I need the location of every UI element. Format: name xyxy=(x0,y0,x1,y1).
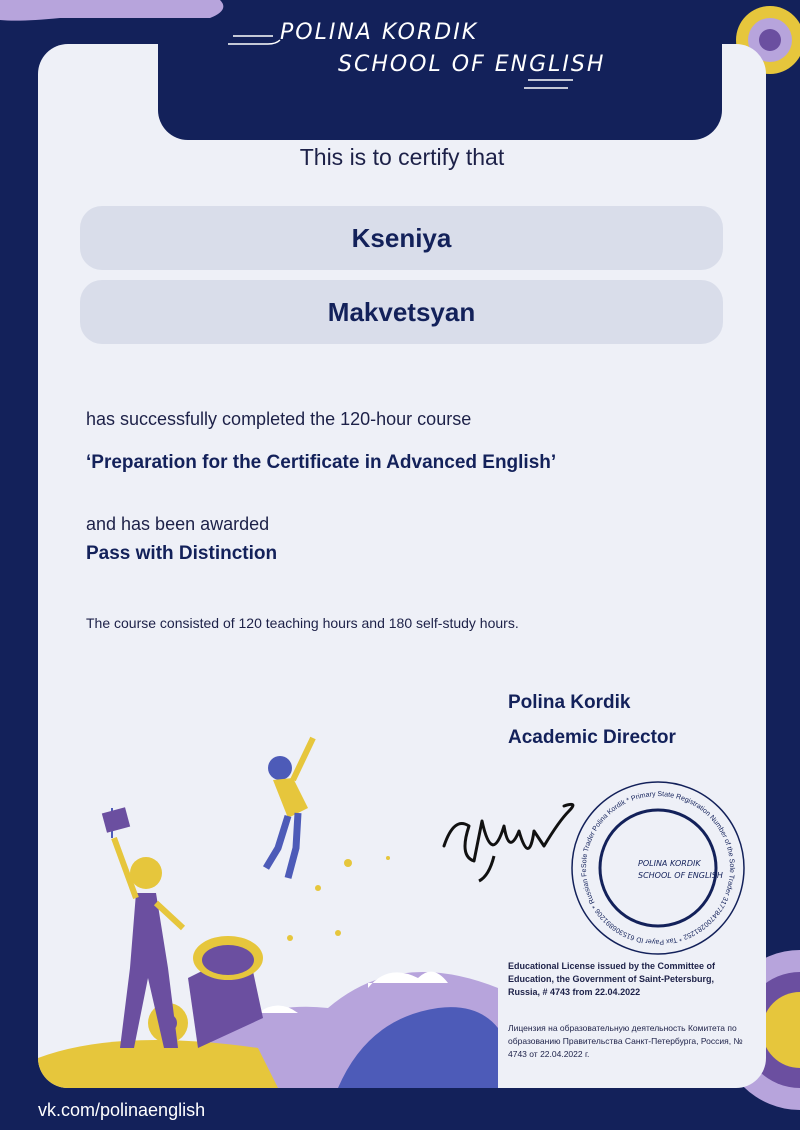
first-name-field: Kseniya xyxy=(80,206,723,270)
license-english: Educational License issued by the Committee of Education, the Government of Saint-Petersburg, Russia, # 4743 from 22.04.2022 xyxy=(508,961,716,997)
completed-text: has successfully completed the 120-hour course xyxy=(86,409,472,429)
course-title: ‘Preparation for the Certificate in Advanced English’ xyxy=(86,452,557,473)
certify-intro: This is to certify that xyxy=(299,144,505,170)
logo-line2: SCHOOL OF ENGLISH xyxy=(338,52,606,77)
last-name-field: Makvetsyan xyxy=(80,280,723,344)
signature-mark xyxy=(434,786,584,886)
stamp-center-line1: POLINA KORDIK xyxy=(638,859,701,868)
signatory-title: Academic Director xyxy=(508,727,676,748)
official-stamp xyxy=(568,778,748,958)
vk-link[interactable]: vk.com/polinaenglish xyxy=(38,1100,206,1120)
award-name: Pass with Distinction xyxy=(86,543,278,564)
top-left-decoration xyxy=(0,0,230,40)
hours-note: The course consisted of 120 teaching hours and 180 self-study hours. xyxy=(86,615,519,631)
logo-line1: POLINA KORDIK xyxy=(280,20,479,45)
awarded-text: and has been awarded xyxy=(86,514,270,534)
license-russian: Лицензия на образовательную деятельность Комитета по образованию Правительства Санкт-Петербурга, Россия, № 4743 от 22.04.2022 г. xyxy=(508,1023,743,1059)
stamp-ring-text: Sole Trader Polina Kordik * Primary State Registration Number of the Sole Trader 317784700281252 * Tax Payer ID 615306891206 * Russian Fe xyxy=(580,790,736,946)
signatory-name: Polina Kordik xyxy=(508,692,631,713)
stamp-center-line2: SCHOOL OF ENGLISH xyxy=(638,871,723,880)
celebration-illustration xyxy=(38,728,498,1088)
certificate-card xyxy=(38,44,766,1088)
school-logo xyxy=(228,10,606,90)
